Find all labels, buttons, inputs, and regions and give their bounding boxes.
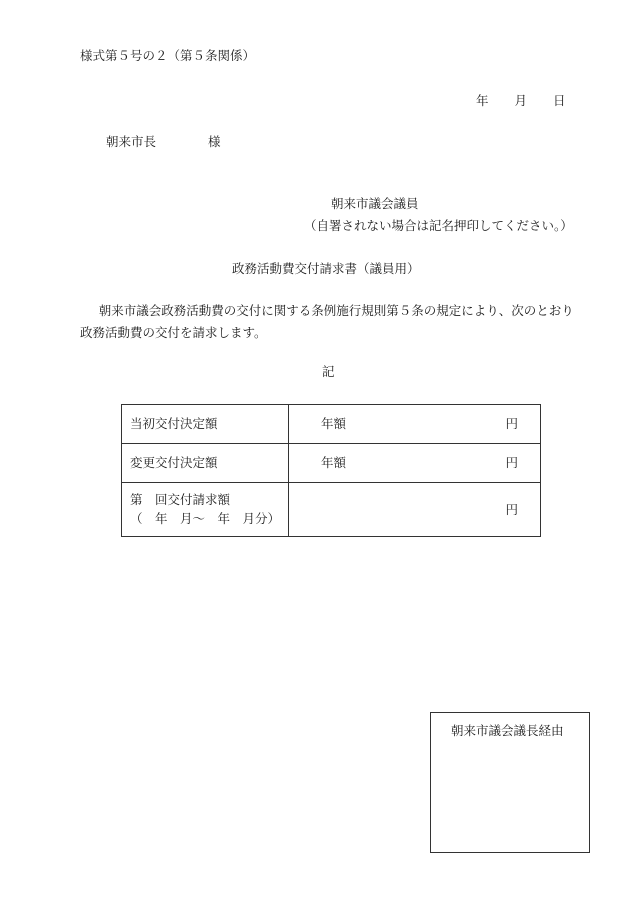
document-title: 政務活動費交付請求書（議員用） (232, 261, 420, 276)
table-row (122, 483, 541, 537)
yen-unit: 円 (505, 501, 518, 517)
amount-cell (289, 444, 541, 483)
ki-heading: 記 (322, 364, 335, 379)
amount-table (121, 404, 541, 537)
amount-cell (289, 405, 541, 444)
addressee (106, 136, 221, 149)
date-line (476, 95, 566, 108)
amount-prefix: 年額 (321, 415, 347, 431)
date-month: 月 (514, 93, 528, 108)
form-number: 様式第５号の２（第５条関係） (80, 48, 256, 63)
applicant-title: 朝来市議会議員 (331, 196, 419, 211)
row-label-period: （ 年 月～ 年 月分） (130, 510, 281, 526)
row-label-main: 第 回交付請求額 (130, 492, 231, 507)
addressee-name: 朝来市長 (106, 134, 157, 149)
date-day: 日 (553, 93, 566, 108)
yen-unit: 円 (505, 415, 518, 431)
amount-cell (289, 483, 541, 537)
chairman-via-box (430, 712, 590, 853)
yen-unit: 円 (505, 454, 518, 470)
addressee-honorific: 様 (208, 134, 221, 149)
date-year: 年 (476, 93, 489, 108)
body-text: 朝来市議会政務活動費の交付に関する条例施行規則第５条の規定により、次のとおり政務活動費の交付を請求します。 (80, 303, 574, 340)
via-label: 朝来市議会議長経由 (451, 723, 564, 738)
amount-prefix: 年額 (321, 454, 347, 470)
row-label: 変更交付決定額 (122, 444, 289, 483)
table-row (122, 444, 541, 483)
row-label (122, 483, 289, 537)
applicant-note: （自署されない場合は記名押印してください。） (304, 218, 573, 233)
table-row (122, 405, 541, 444)
row-label: 当初交付決定額 (122, 405, 289, 444)
